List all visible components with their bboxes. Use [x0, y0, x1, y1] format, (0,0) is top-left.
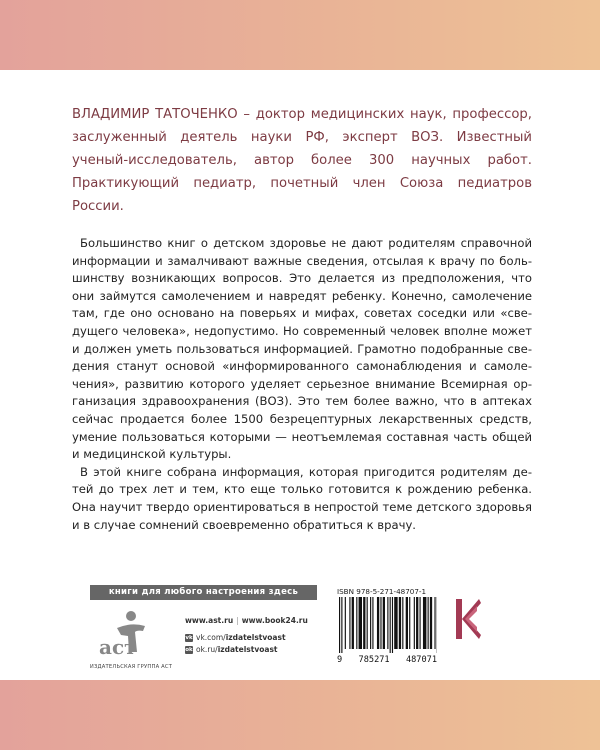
ok-icon: ok [185, 646, 193, 653]
ast-logo [93, 608, 165, 666]
isbn-label: ISBN 978-5-271-48707-1 [337, 587, 427, 596]
barcode-digits [337, 655, 437, 665]
publisher-websites [185, 616, 308, 625]
barcode-digits-left: 785271 [358, 655, 390, 665]
author-name: ВЛАДИМИР ТАТОЧЕНКО [72, 107, 238, 122]
book-description [72, 235, 532, 534]
top-gradient-band [0, 0, 600, 70]
vk-prefix: vk.com/ [196, 633, 226, 642]
barcode-icon [337, 597, 437, 653]
imprint-logo [453, 597, 483, 641]
author-bio [72, 103, 532, 218]
description-paragraph-1: Большинство книг о детском здоровье не дают родителям справочной информации и замалчивают важные сведения, отсылая к врачу по большинству возникающих вопросов. Это делается из предположения, что они займутся самолечением и навредят ребенку. Конечно, самолечение там, где оно основано на поверьях и мифах, советах соседки или «сведущего человека», недопустимо. Но современный человек вполне может и должен уметь пользоваться информацией. Грамотно подобранные сведения станут основой «информированного самонаблюдения и самолечения», развитию которого уделяет серьезное внимание Всемирная организация здравоохранения (ВОЗ). Это тем более важно, что в аптеках сейчас продается более 1500 безрецептурных лекарственных средств, умение пользоваться которыми — неотъемлемая составная часть общей и медицинской культуры. [72, 236, 532, 462]
publisher-tagline: книги для любого настроения здесь [90, 585, 317, 600]
barcode-digit-lead: 9 [337, 655, 343, 665]
website-separator: | [236, 616, 239, 625]
barcode [337, 597, 437, 653]
ok-prefix: ok.ru/ [196, 645, 218, 654]
publisher-group-caption: ИЗДАТЕЛЬСКАЯ ГРУППА АСТ [89, 664, 173, 670]
ok-handle: izdatelstvoast [217, 645, 278, 654]
imprint-k-icon [453, 597, 483, 641]
barcode-digits-right: 487071 [405, 655, 437, 665]
ok-link[interactable] [185, 645, 278, 654]
website-book24[interactable]: www.book24.ru [241, 616, 308, 625]
website-ast[interactable]: www.ast.ru [185, 616, 234, 625]
bottom-gradient-band [0, 680, 600, 750]
vk-icon: vk [185, 634, 193, 641]
vk-handle: izdatelstvoast [225, 633, 286, 642]
ast-logo-text: аст [99, 635, 137, 659]
vk-link[interactable] [185, 633, 286, 642]
author-bio-text: – доктор медицинских наук, профессор, заслуженный деятель науки РФ, эксперт ВОЗ. Известный ученый-исследователь, автор более 300 научных работ. Практикующий педиатр, почетный член Союза педиатров России. [72, 107, 532, 214]
ast-logo-icon [93, 608, 165, 666]
description-paragraph-2: В этой книге собрана информация, которая пригодится родителям детей до трех лет и тем, кто еще только готовится к рождению ребенка. Она научит твердо ориентироваться в непростой теме детского здоровья и в случае сомнений своевременно обратиться к врачу. [72, 464, 532, 532]
